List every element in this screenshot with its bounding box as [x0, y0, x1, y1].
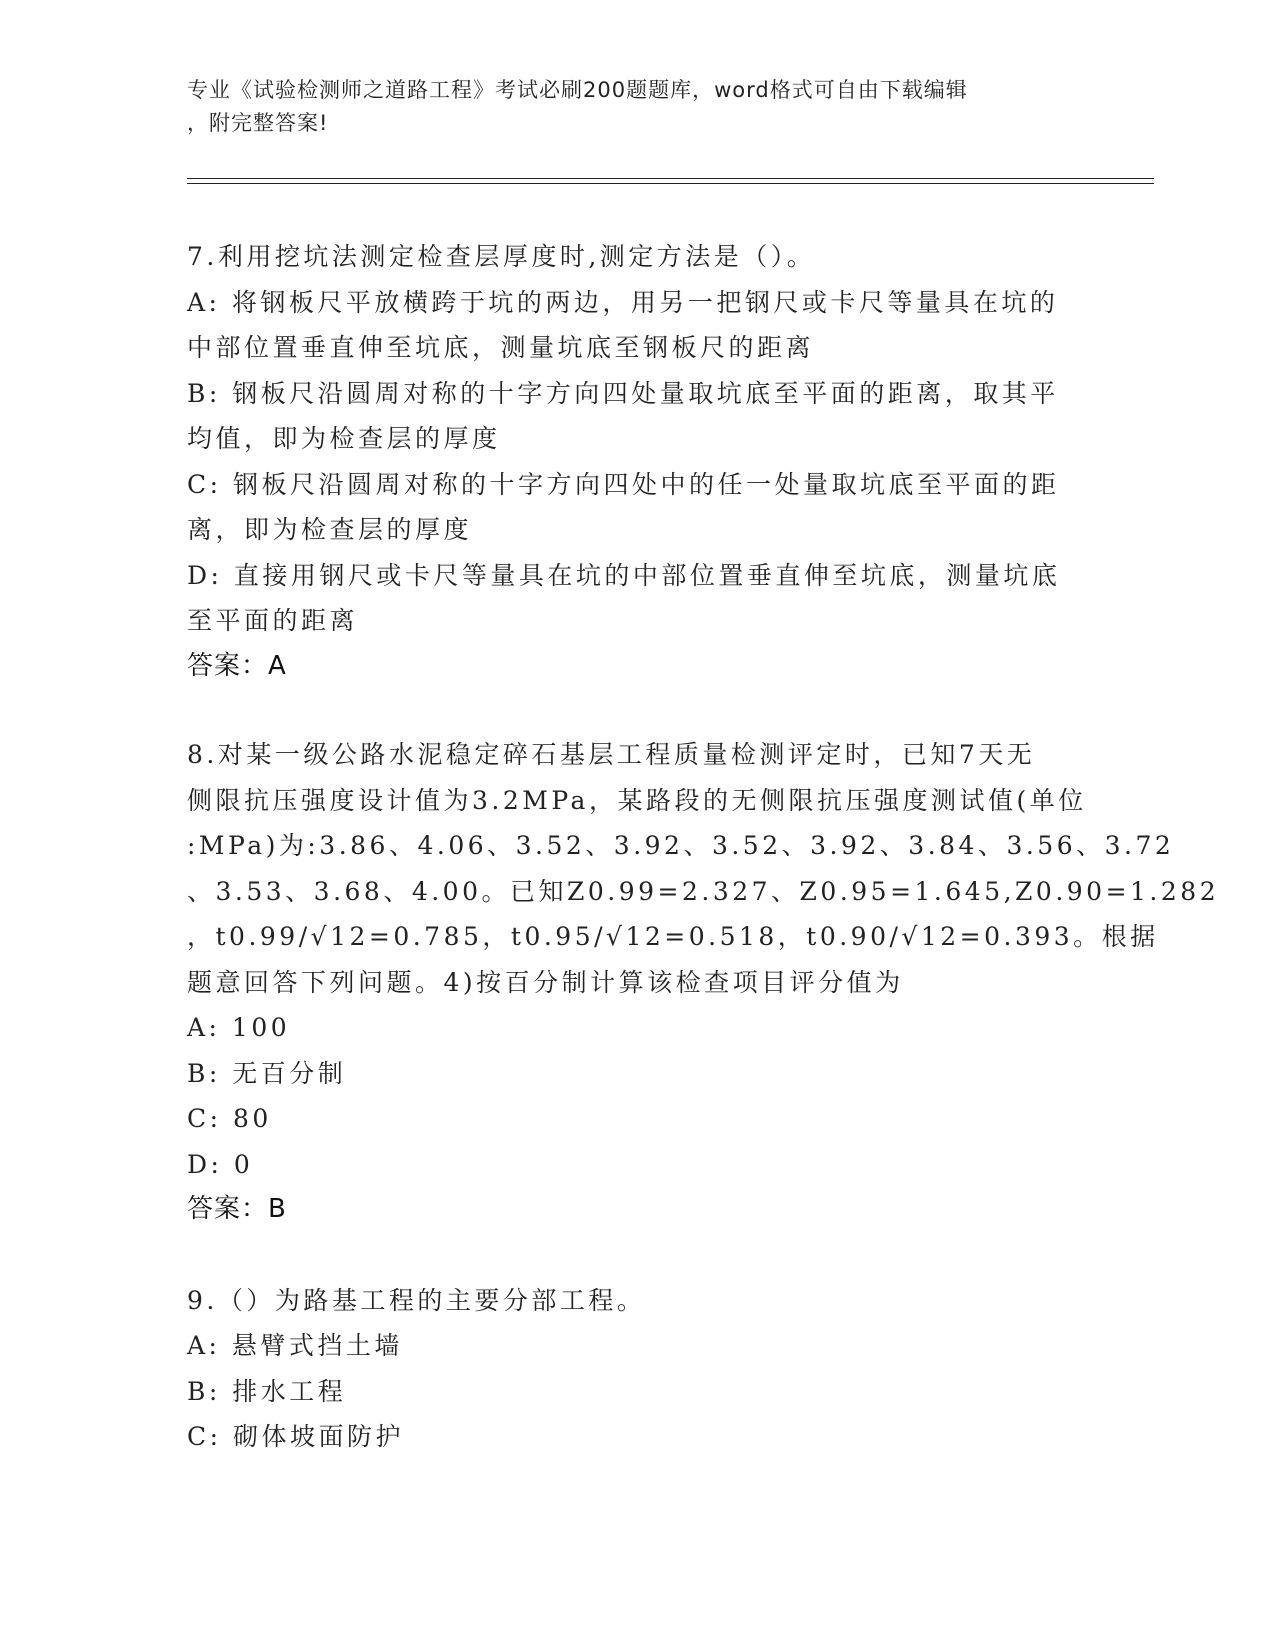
question-stem-line5: ，t0.99/√12=0.785，t0.95/√12=0.518，t0.90/√12=0.393。根据: [187, 922, 1159, 951]
option-d-line1: D: 直接用钢尺或卡尺等量具在坑的中部位置垂直伸至坑底，测量坑底: [187, 560, 1061, 590]
question-stem-line4: 、3.53、3.68、4.00。已知Z0.99=2.327、Z0.95=1.645,Z0.90=1.282: [187, 876, 1220, 906]
option-b-line1: B: 钢板尺沿圆周对称的十字方向四处量取坑底至平面的距离，取其平: [187, 378, 1059, 408]
question-stem-line3: :MPa)为:3.86、4.06、3.52、3.92、3.52、3.92、3.84、3.56、3.72: [187, 831, 1175, 860]
option-b: B: 无百分制: [187, 1058, 347, 1088]
question-stem-line6: 题意回答下列问题。4)按百分制计算该检查项目评分值为: [187, 967, 904, 997]
option-d-line2: 至平面的距离: [187, 606, 359, 635]
option-c: C: 80: [187, 1104, 272, 1133]
question-stem: 9.（）为路基工程的主要分部工程。: [187, 1285, 646, 1315]
option-a-line1: A: 将钢板尺平放横跨于坑的两边，用另一把钢尺或卡尺等量具在坑的: [187, 287, 1059, 317]
question-stem-line1: 8.对某一级公路水泥稳定碎石基层工程质量检测评定时，已知7天无: [187, 740, 1036, 769]
question-8: [187, 732, 1220, 1233]
header-divider-top: [187, 178, 1154, 179]
question-9: [187, 1278, 1087, 1460]
question-list: [187, 234, 1220, 1460]
question-7: [187, 234, 1087, 689]
question-stem-line2: 侧限抗压强度设计值为3.2MPa，某路段的无侧限抗压强度测试值(单位: [187, 785, 1087, 815]
header-divider-bottom: [187, 183, 1154, 184]
option-c-line2: 离，即为检查层的厚度: [187, 515, 473, 544]
answer-label: 答案：B: [187, 1194, 287, 1224]
option-c-line1: C: 钢板尺沿圆周对称的十字方向四处中的任一处量取坑底至平面的距: [187, 469, 1060, 499]
header-title-line1: 专业《试验检测师之道路工程》考试必刷200题题库，word格式可自由下载编辑: [187, 78, 968, 102]
option-a: A: 悬臂式挡土墙: [187, 1331, 403, 1360]
header-title-line2: ，附完整答案!: [187, 111, 329, 135]
question-stem: 7.利用挖坑法测定检查层厚度时,测定方法是（）。: [187, 242, 816, 271]
option-b-line2: 均值，即为检查层的厚度: [187, 424, 501, 453]
answer-label: 答案：A: [187, 650, 287, 681]
option-a-line2: 中部位置垂直伸至坑底，测量坑底至钢板尺的距离: [187, 333, 815, 362]
option-a: A: 100: [187, 1013, 291, 1042]
question-spacer: [187, 689, 1087, 732]
option-c: C: 砌体坡面防护: [187, 1422, 404, 1451]
option-d: D: 0: [187, 1149, 254, 1179]
document-header: [187, 74, 1067, 140]
question-spacer: [187, 1233, 1087, 1278]
option-b: B: 排水工程: [187, 1376, 347, 1406]
